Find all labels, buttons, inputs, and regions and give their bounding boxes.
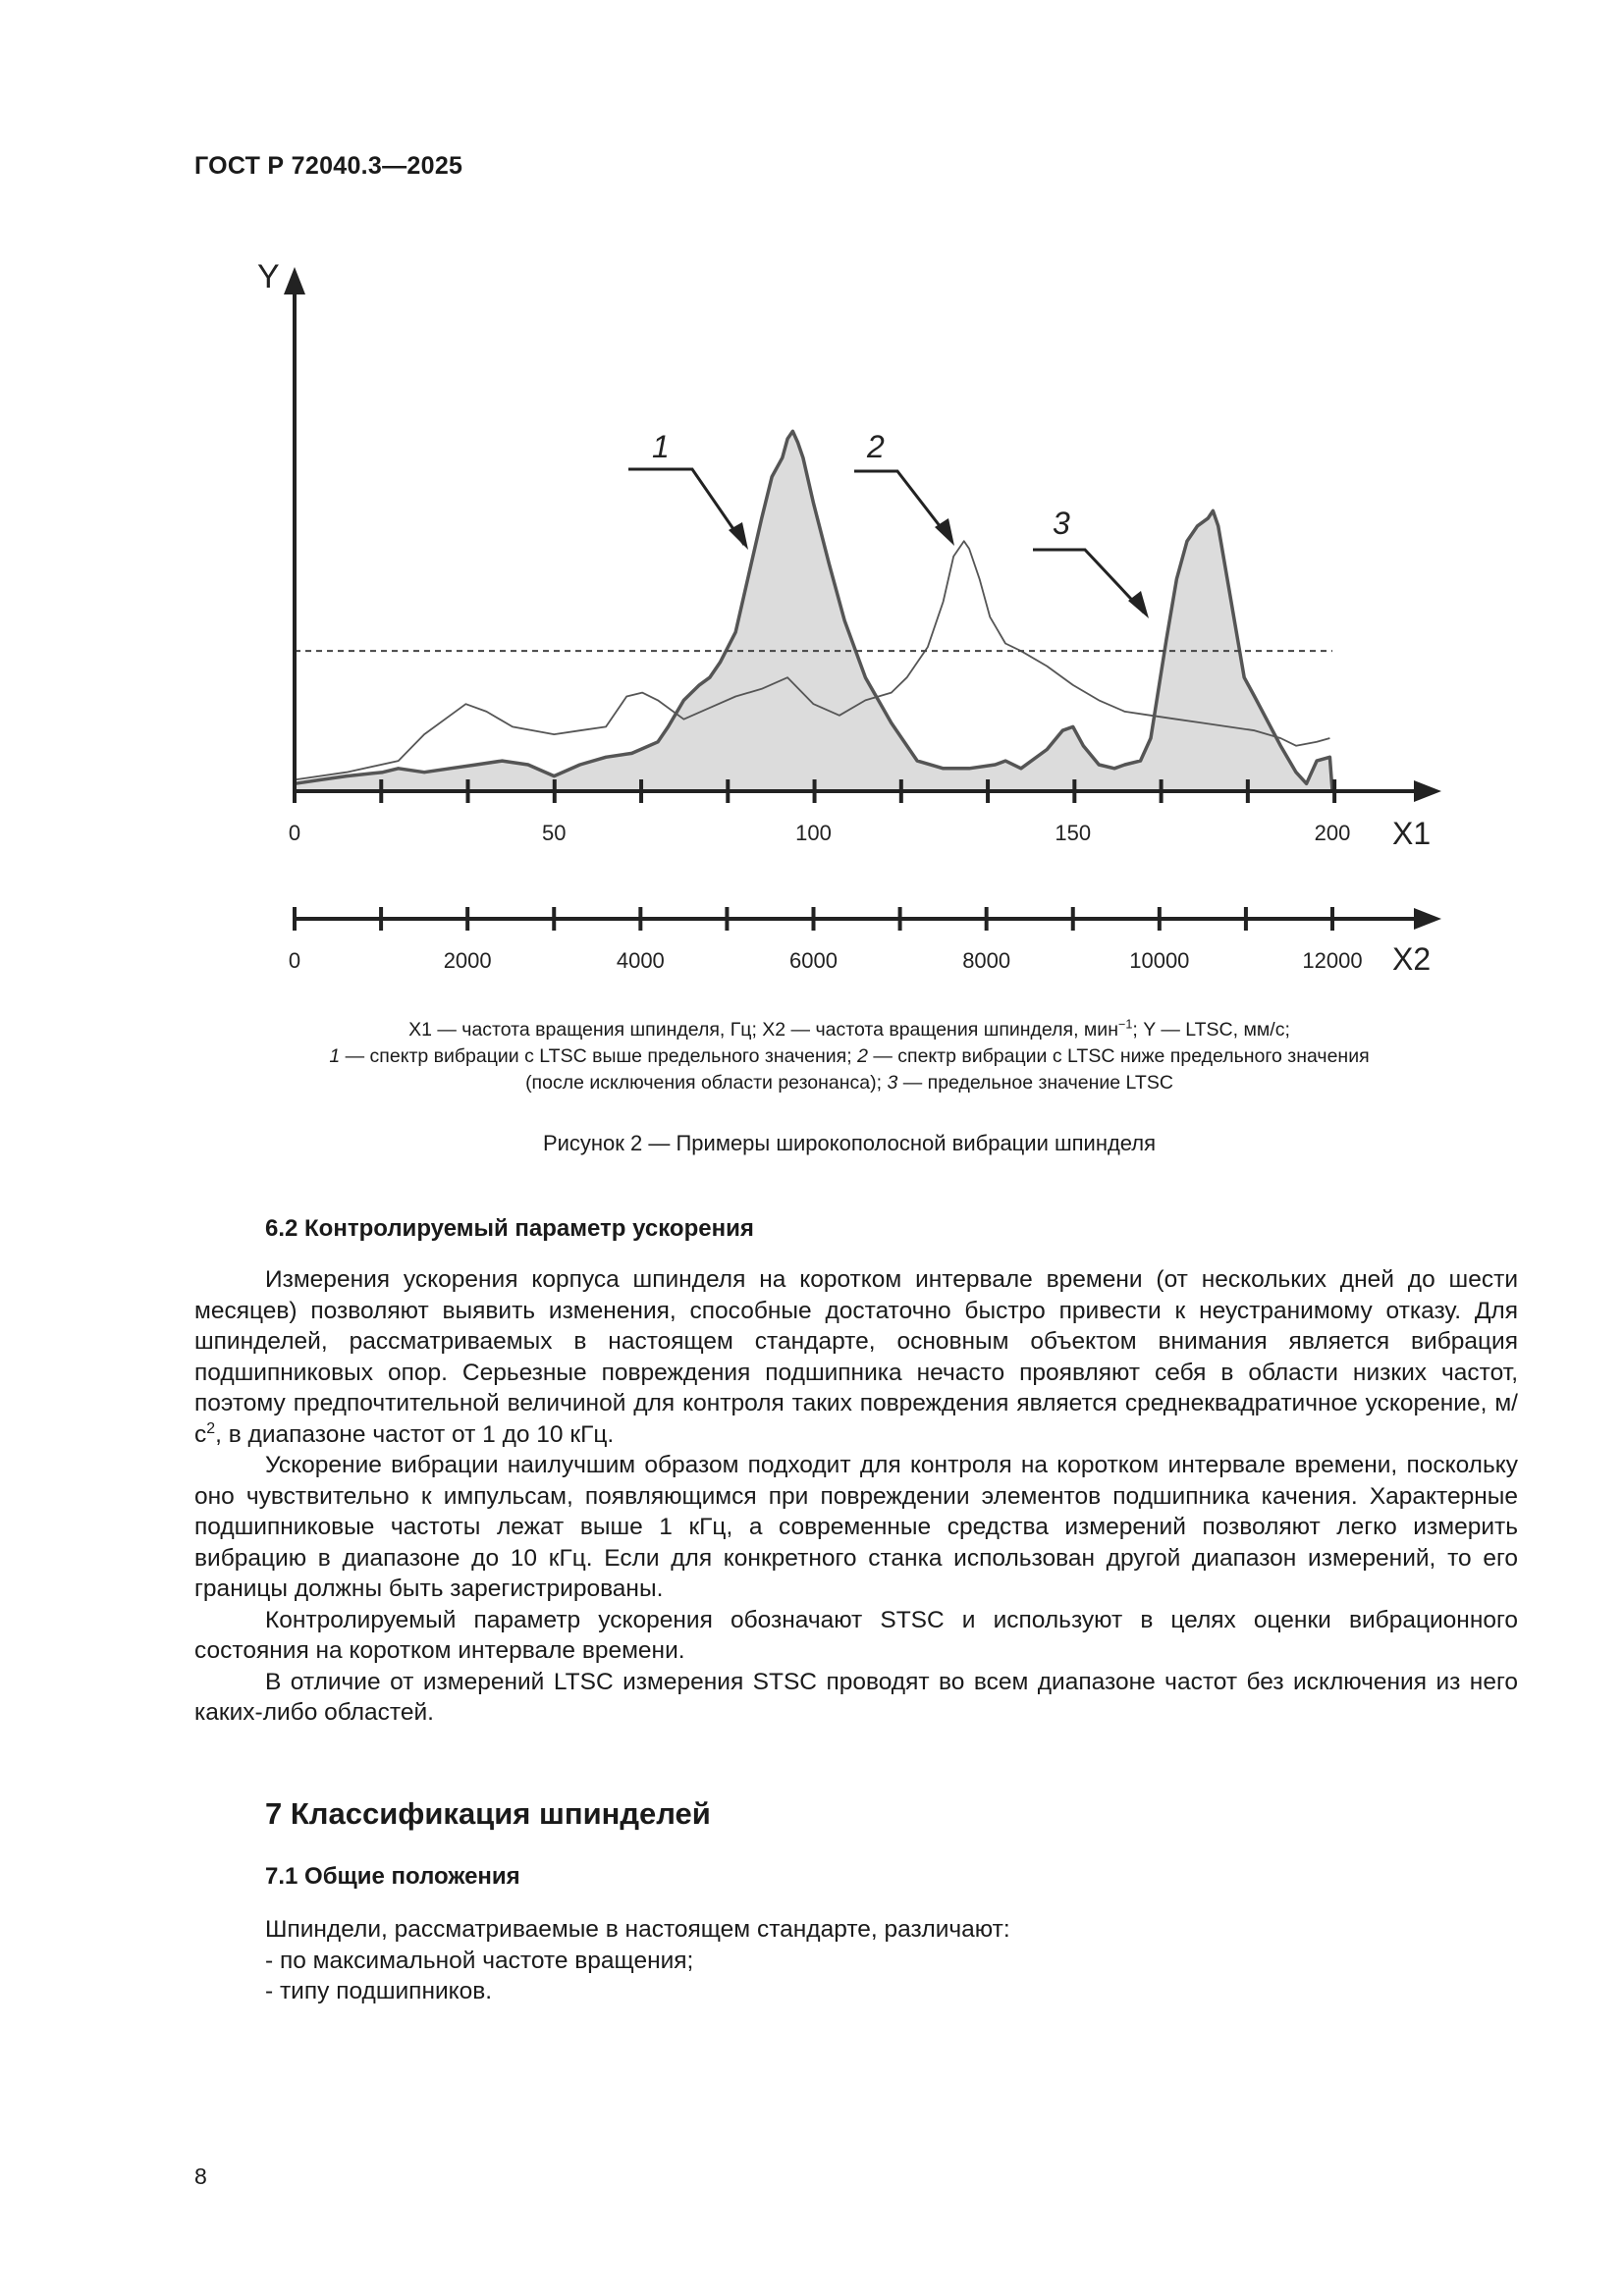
y-axis-arrow [284,267,305,294]
x2-tick-label: 0 [288,948,301,973]
paragraph: Измерения ускорения корпуса шпинделя на коротком интервале времени (от нескольких дней до шести месяцев) позволяют выявить изменения, способные достаточно быстро привести к неустранимому отказу. Для шпинделей, рассматриваемых в настоящем стандарте, основным объектом внимания является вибрация подшипниковых опор. Серьезные повреждения подшипника нечасто проявляют себя в области низких частот, поэтому предпочтительной величиной для контроля таких повреждения является среднеквадратичное ускорение, $м/с^2$, в диапазоне частот от 1 до 10 кГц. [194,1266,1518,1448]
callout-arrow-3 [1128,591,1149,618]
x2-tick-label: 8000 [962,948,1011,973]
figure-legend [226,1017,1473,1096]
list-item: - по максимальной частоте вращения; [265,1947,694,1974]
vibration-chart [0,0,1624,982]
page-number: 8 [194,2163,207,2189]
callout-label-1: 1 [652,429,670,464]
callout-threshold-3 [1033,506,1149,618]
paragraph: Контролируемый параметр ускорения обозначают STSC и используют в целях оценки вибрационного состояния на коротком интервале времени. [194,1606,1518,1664]
section-6-2-heading: 6.2 Контролируемый параметр ускорения [265,1215,754,1242]
x1-tick-label: 50 [542,821,567,845]
series-1-fill [295,431,1332,791]
callout-label-3: 3 [1053,506,1070,541]
x2-axis-arrow [1414,908,1441,930]
x2-tick-label: 10000 [1129,948,1190,973]
callout-label-2: 2 [867,429,885,464]
section-7-heading: 7 Классификация шпинделей [265,1796,711,1831]
callout-leader-1 [628,469,744,545]
paragraph: Ускорение вибрации наилучшим образом подходит для контроля на коротком интервале времени, поскольку оно чувствительно к импульсам, появляющимся при повреждении элементов подшипника качения. Характерные подшипниковые частоты лежат выше 1 кГц, а современные средства измерений позволяют легко измерить вибрацию в диапазоне до 10 кГц. Если для конкретного станка использован другой диапазон измерений, то его границы должны быть зарегистрированы. [194,1452,1518,1602]
legend-line-2: 1 — спектр вибрации с LTSC выше предельного значения; 2 — спектр вибрации с LTSC ниже предельного значения [329,1045,1370,1067]
section-7-1-heading: 7.1 Общие положения [265,1863,520,1890]
x1-tick-label: 100 [795,821,832,845]
x2-tick-label: 12000 [1302,948,1363,973]
section-7-1-body [265,1914,1010,2007]
x1-axis-arrow [1414,780,1441,802]
list-item: - типу подшипников. [265,1978,493,2004]
document-header: ГОСТ Р 72040.3—2025 [194,152,463,180]
legend-line-1: X1 — частота вращения шпинделя, Гц; X2 — частота вращения шпинделя, мин$^{-1}$; Y — LTSC, мм/с; [408,1017,1290,1041]
section-6-2-body [194,1264,1518,1729]
x1-axis-label: X1 [1392,816,1432,851]
paragraph: В отличие от измерений LTSC измерения STSC проводят во всем диапазоне частот без исключения из него каких-либо областей. [194,1668,1518,1726]
callout-series-1 [628,429,748,550]
y-axis-label: Y [257,258,280,295]
legend-line-3: (после исключения области резонанса); 3 — предельное значение LTSC [525,1072,1173,1094]
x1-tick-label: 150 [1055,821,1092,845]
callout-leader-2 [854,471,950,540]
x2-axis-label: X2 [1392,941,1432,977]
x2-tick-label: 4000 [616,948,665,973]
x2-tick-label: 6000 [789,948,838,973]
intro-text: Шпиндели, рассматриваемые в настоящем стандарте, различают: [265,1916,1010,1943]
callout-leader-3 [1033,550,1144,613]
x1-tick-label: 0 [288,821,301,845]
callout-series-2 [854,429,954,546]
x1-tick-label: 200 [1314,821,1351,845]
figure-caption: Рисунок 2 — Примеры широкополосной вибрации шпинделя [542,1131,1157,1155]
x2-tick-label: 2000 [443,948,492,973]
